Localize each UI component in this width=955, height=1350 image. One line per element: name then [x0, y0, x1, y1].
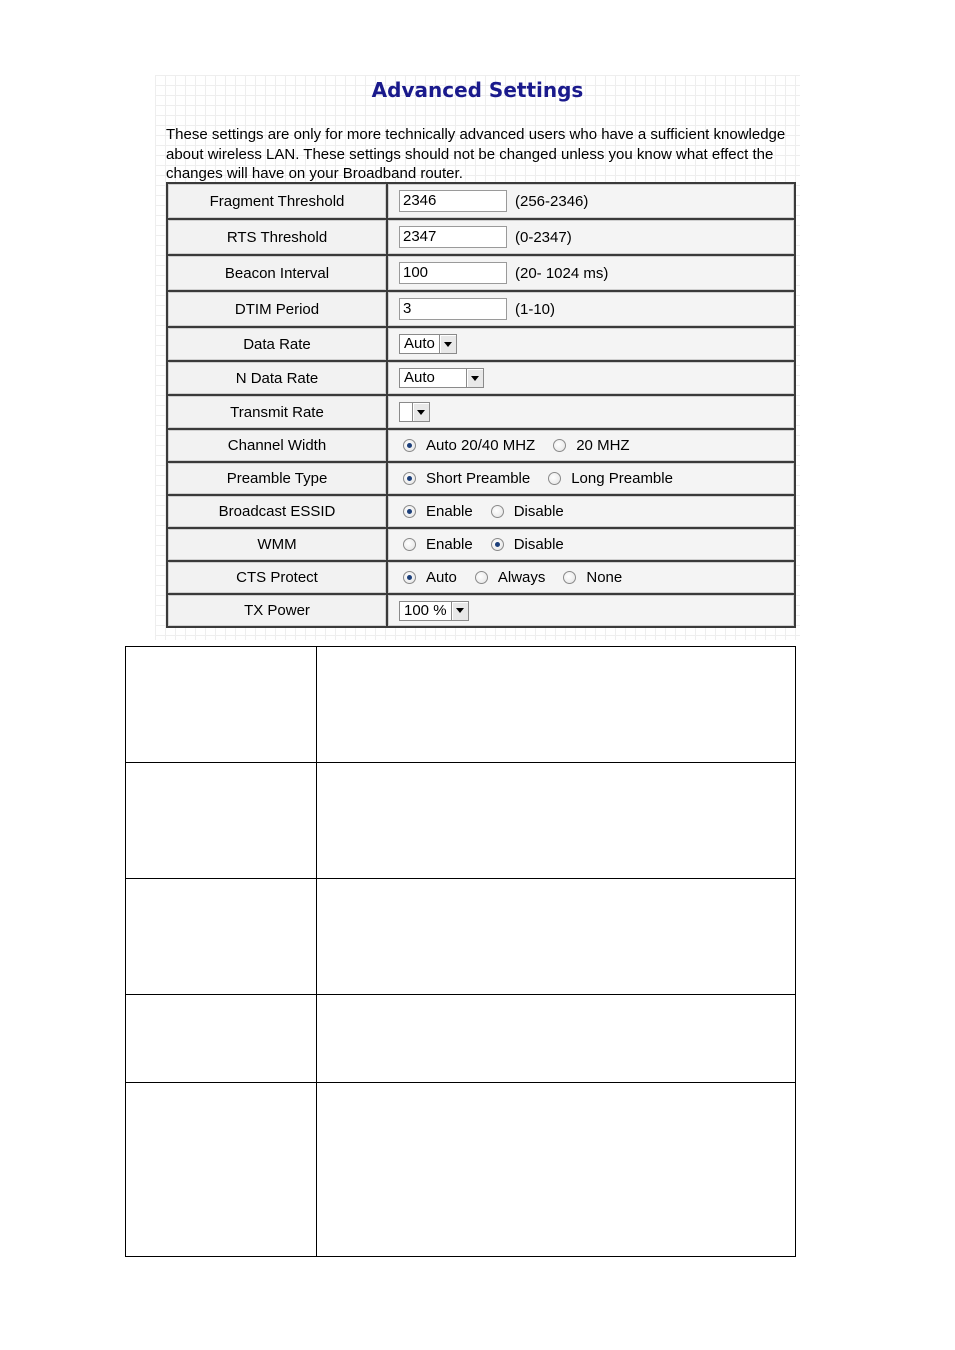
n-data-rate-label: N Data Rate	[168, 362, 388, 394]
grid-cell	[317, 647, 796, 763]
rts-threshold-hint: (0-2347)	[515, 228, 572, 246]
tx-power-selected: 100 %	[404, 601, 447, 619]
description-grid	[125, 646, 796, 1257]
fragment-threshold-cell	[388, 184, 794, 218]
chevron-down-icon[interactable]	[439, 335, 456, 353]
rts-threshold-input[interactable]: 2347	[399, 226, 507, 248]
cts-protect-option-auto[interactable]	[399, 569, 457, 586]
data-rate-cell	[388, 328, 794, 360]
data-rate-select[interactable]	[399, 334, 457, 354]
radio-selected-icon[interactable]	[403, 505, 416, 518]
channel-width-option-auto-label: Auto 20/40 MHZ	[426, 437, 536, 454]
broadcast-essid-cell	[388, 496, 794, 527]
row-n-data-rate	[168, 362, 794, 396]
grid-row	[126, 879, 796, 995]
preamble-type-cell	[388, 463, 794, 494]
n-data-rate-select[interactable]	[399, 368, 484, 388]
radio-unselected-icon[interactable]	[491, 505, 504, 518]
grid-cell	[317, 995, 796, 1083]
beacon-interval-input[interactable]: 100	[399, 262, 507, 284]
broadcast-essid-option-enable-label: Enable	[426, 503, 473, 520]
row-wmm	[168, 529, 794, 562]
row-fragment-threshold	[168, 184, 794, 220]
radio-unselected-icon[interactable]	[475, 571, 488, 584]
dtim-period-label: DTIM Period	[168, 292, 388, 326]
row-preamble-type	[168, 463, 794, 496]
row-rts-threshold	[168, 220, 794, 256]
row-data-rate	[168, 328, 794, 362]
row-tx-power	[168, 595, 794, 626]
channel-width-option-20[interactable]	[549, 437, 629, 454]
channel-width-option-auto[interactable]	[399, 437, 535, 454]
n-data-rate-cell	[388, 362, 794, 394]
wmm-cell	[388, 529, 794, 560]
grid-cell	[317, 879, 796, 995]
channel-width-label: Channel Width	[168, 430, 388, 461]
radio-selected-icon[interactable]	[403, 472, 416, 485]
chevron-down-icon[interactable]	[412, 403, 429, 421]
channel-width-cell	[388, 430, 794, 461]
tx-power-label: TX Power	[168, 595, 388, 626]
cts-protect-option-always[interactable]	[471, 569, 546, 586]
broadcast-essid-option-disable[interactable]	[487, 503, 564, 520]
rts-threshold-label: RTS Threshold	[168, 220, 388, 254]
beacon-interval-cell	[388, 256, 794, 290]
row-channel-width	[168, 430, 794, 463]
transmit-rate-selected	[400, 403, 412, 421]
cts-protect-cell	[388, 562, 794, 593]
cts-protect-option-none[interactable]	[559, 569, 622, 586]
advanced-settings-panel	[155, 75, 800, 640]
radio-selected-icon[interactable]	[403, 439, 416, 452]
beacon-interval-label: Beacon Interval	[168, 256, 388, 290]
preamble-option-short[interactable]	[399, 470, 530, 487]
data-rate-label: Data Rate	[168, 328, 388, 360]
dtim-period-hint: (1-10)	[515, 300, 556, 318]
grid-cell	[317, 1083, 796, 1257]
transmit-rate-select[interactable]	[399, 402, 430, 422]
preamble-option-long[interactable]	[544, 470, 673, 487]
row-broadcast-essid	[168, 496, 794, 529]
wmm-label: WMM	[168, 529, 388, 560]
radio-unselected-icon[interactable]	[548, 472, 561, 485]
cts-protect-option-auto-label: Auto	[426, 569, 457, 586]
grid-row	[126, 1083, 796, 1257]
grid-cell	[126, 995, 317, 1083]
grid-cell	[317, 763, 796, 879]
rts-threshold-cell	[388, 220, 794, 254]
transmit-rate-label: Transmit Rate	[168, 396, 388, 428]
wmm-option-disable-label: Disable	[513, 536, 564, 553]
fragment-threshold-input[interactable]: 2346	[399, 190, 507, 212]
row-beacon-interval	[168, 256, 794, 292]
description-text: These settings are only for more technically advanced users who have a sufficient knowledge about wireless LAN. These settings should not be changed unless you know what effect the changes will have on your Broadband router.	[166, 126, 786, 182]
cts-protect-option-always-label: Always	[497, 569, 546, 586]
grid-cell	[126, 763, 317, 879]
radio-selected-icon[interactable]	[403, 571, 416, 584]
grid-row	[126, 647, 796, 763]
preamble-option-long-label: Long Preamble	[571, 470, 673, 487]
channel-width-option-20-label: 20 MHZ	[576, 437, 630, 454]
radio-selected-icon[interactable]	[491, 538, 504, 551]
grid-cell	[126, 879, 317, 995]
broadcast-essid-option-disable-label: Disable	[513, 503, 564, 520]
transmit-rate-cell	[388, 396, 794, 428]
chevron-down-icon[interactable]	[451, 602, 468, 620]
grid-row	[126, 995, 796, 1083]
page-title: Advanced Settings	[371, 78, 584, 102]
settings-table	[166, 182, 796, 628]
preamble-option-short-label: Short Preamble	[426, 470, 531, 487]
wmm-option-disable[interactable]	[487, 536, 564, 553]
row-transmit-rate	[168, 396, 794, 430]
beacon-interval-hint: (20- 1024 ms)	[515, 264, 609, 282]
n-data-rate-selected: Auto	[404, 369, 435, 386]
dtim-period-cell	[388, 292, 794, 326]
preamble-type-label: Preamble Type	[168, 463, 388, 494]
tx-power-cell	[388, 595, 794, 626]
row-cts-protect	[168, 562, 794, 595]
grid-row	[126, 763, 796, 879]
tx-power-select[interactable]	[399, 601, 469, 621]
data-rate-selected: Auto	[404, 335, 435, 352]
wmm-option-enable-label: Enable	[426, 536, 473, 553]
chevron-down-icon[interactable]	[466, 369, 483, 387]
cts-protect-label: CTS Protect	[168, 562, 388, 593]
broadcast-essid-option-enable[interactable]	[399, 503, 473, 520]
cts-protect-option-none-label: None	[586, 569, 623, 586]
dtim-period-input[interactable]: 3	[399, 298, 507, 320]
fragment-threshold-label: Fragment Threshold	[168, 184, 388, 218]
radio-unselected-icon[interactable]	[403, 538, 416, 551]
grid-cell	[126, 647, 317, 763]
grid-cell	[126, 1083, 317, 1257]
radio-unselected-icon[interactable]	[553, 439, 566, 452]
wmm-option-enable[interactable]	[399, 536, 473, 553]
broadcast-essid-label: Broadcast ESSID	[168, 496, 388, 527]
radio-unselected-icon[interactable]	[563, 571, 576, 584]
row-dtim-period	[168, 292, 794, 328]
fragment-threshold-hint: (256-2346)	[515, 192, 589, 210]
